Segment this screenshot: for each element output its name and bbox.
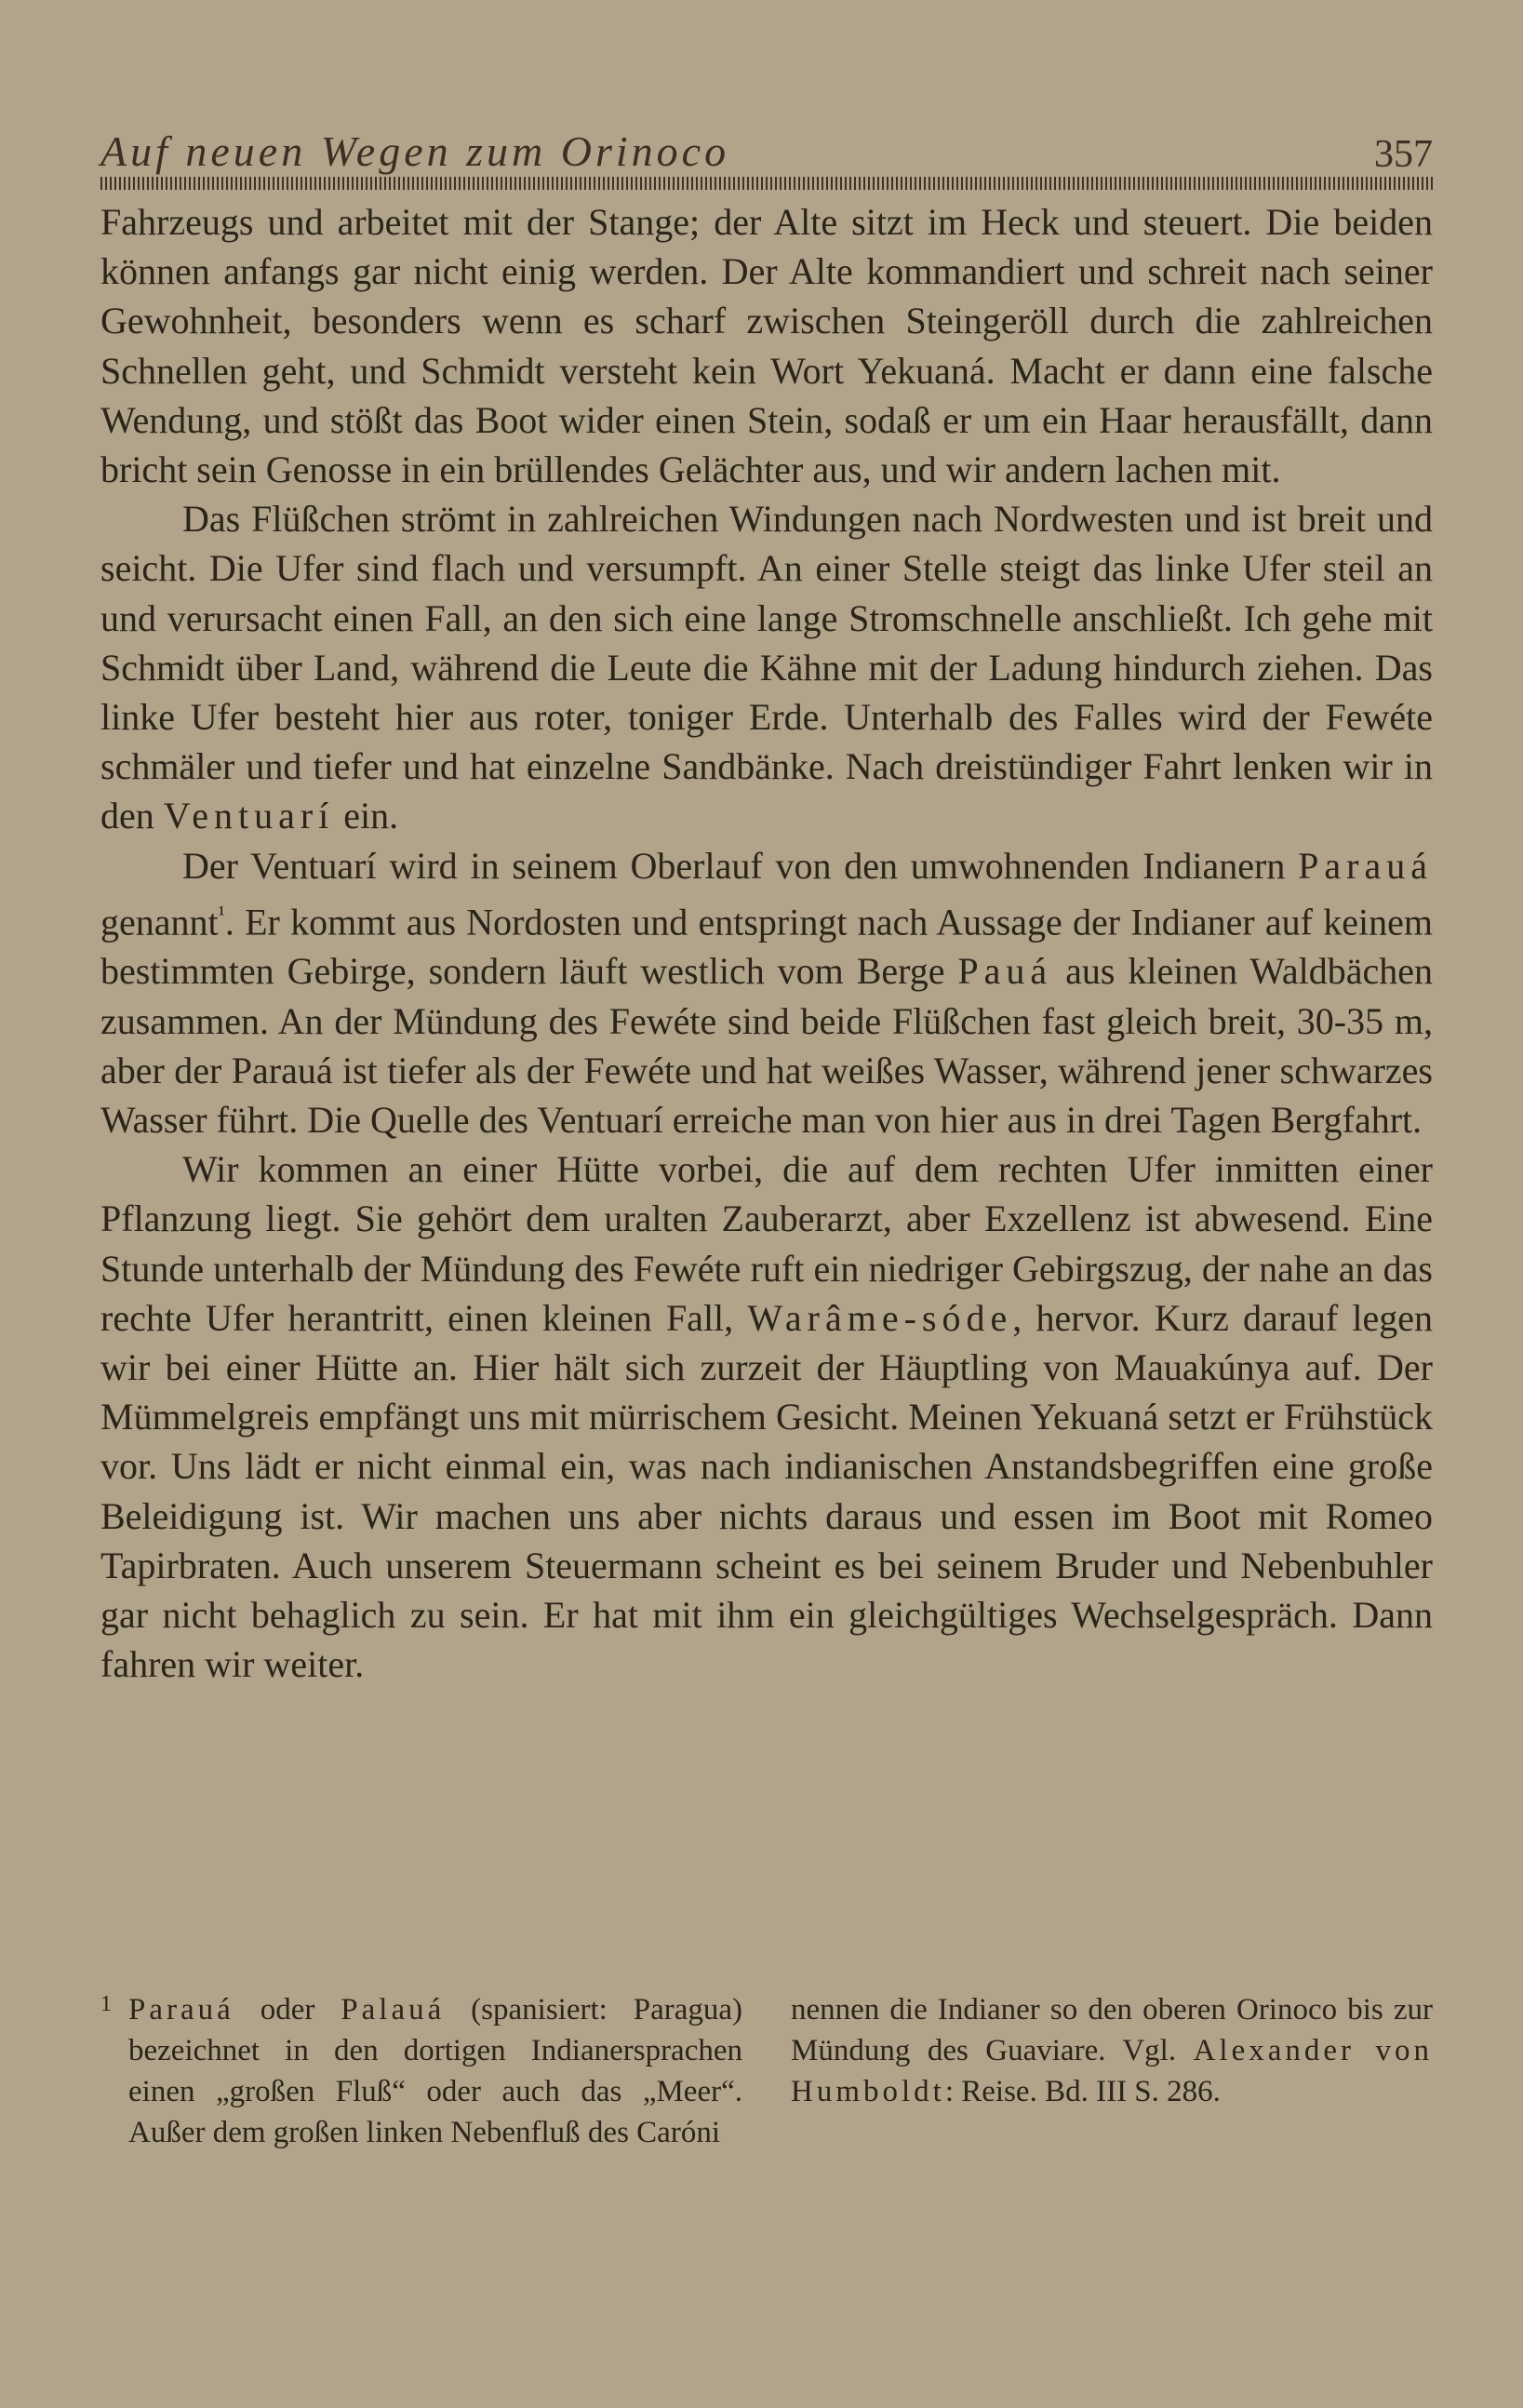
footnote-reference: ¹ [218,902,225,927]
paragraph-3-text-d: aus kleinen Waldbächen zusammen. An der Mündung des Fewéte sind beide Flüßchen fast gleich breit, 30-35 m, aber der Parauá ist tiefer als der Fewéte und hat weißes Wasser, während jener schwarzes Wasser führt. Die Quelle des Ventuarí erreiche man von hier aus in drei Tagen Bergfahrt. [100,950,1433,1141]
footnote-name-humboldt: Alexander von Humboldt [791,2034,1433,2108]
paragraph-1 [100,197,1433,494]
river-name-paraua: Parauá [1298,844,1433,887]
footnote-text-1: oder [234,1993,341,2027]
footnote-name-palaua: Palauá [341,1993,446,2027]
falls-name-warame-sode: Warâme-sóde [747,1296,1013,1339]
paragraph-2-text-a: Das Flüßchen strömt in zahlreichen Windungen nach Nordwesten und ist breit und seicht. Die Ufer sind flach und versumpft. An einer Stelle steigt das linke Ufer steil an und verursacht einen Fall, an den sich eine lange Stromschnelle anschließt. Ich gehe mit Schmidt über Land, während die Leute die Kähne mit der Ladung hindurch ziehen. Das linke Ufer besteht hier aus roter, toniger Erde. Unterhalb des Falles wird der Fewéte schmäler und tiefer und hat einzelne Sandbänke. Nach dreistündiger Fahrt lenken wir in den [100,498,1433,837]
paragraph-4-text-a: Wir kommen an einer Hütte vorbei, die auf dem rechten Ufer inmitten einer Pflanzung liegt. Sie gehört dem uralten Zauberarzt, aber Exzellenz ist abwesend. Eine Stunde unterhalb der Mündung des Fewéte ruft ein niedriger Gebirgszug, der nahe an das rechte Ufer herantritt, einen kleinen Fall, [100,1148,1433,1339]
paragraph-4 [100,1144,1433,1689]
footnote-text-3: nennen die Indianer so den oberen Orinoco bis zur Mündung des Guaviare. Vgl. [791,1993,1433,2067]
paragraph-2-text-b: ein. [334,795,399,837]
footnote-text-2: (spanisiert: Paragua) bezeichnet in den dortigen Indianersprachen einen „großen Fluß“ oder auch das „Meer“. Außer dem großen linken Nebenfluß des Caróni [128,1993,742,2149]
paragraph-2 [100,494,1433,840]
footnote-name-paraua: Parauá [128,1993,234,2027]
river-name-ventuari: Ventuarí [163,795,335,837]
paragraph-1-text: Fahrzeugs und arbeitet mit der Stange; der Alte sitzt im Heck und steuert. Die beiden können anfangs gar nicht einig werden. Der Alte kommandiert und schreit nach seiner Gewohnheit, besonders wenn es scharf zwischen Steingeröll durch die zahlreichen Schnellen geht, und Schmidt versteht kein Wort Yekuaná. Macht er dann eine falsche Wendung, und stößt das Boot wider einen Stein, sodaß er um ein Haar herausfällt, dann bricht sein Genosse in ein brüllendes Gelächter aus, und wir andern lachen mit. [100,201,1433,491]
page-header [100,119,1433,184]
footnote-marker: 1 [100,1992,112,2016]
mountain-name-paua: Pauá [957,950,1053,993]
paragraph-3-text-a: Der Ventuarí wird in seinem Oberlauf von den umwohnenden Indianern [182,844,1299,887]
header-rule [100,177,1433,190]
footnote-column-right [791,1989,1433,2153]
paragraph-4-text-b: , hervor. Kurz darauf legen wir bei einer Hütte an. Hier hält sich zurzeit der Häuptling von Mauakúnya auf. Der Mümmelgreis empfängt uns mit mürrischem Gesicht. Meinen Yekuaná setzt er Frühstück vor. Uns lädt er nicht einmal ein, was nach indianischen Anstandsbegriffen eine große Beleidigung ist. Wir machen uns aber nichts daraus und essen im Boot mit Romeo Tapirbraten. Auch unserem Steuermann scheint es bei seinem Bruder und Nebenbuhler gar nicht behaglich zu sein. Er hat mit ihm ein gleichgültiges Wechselgespräch. Dann fahren wir weiter. [100,1296,1433,1686]
page-number: 357 [1374,133,1433,176]
footnotes [100,1989,1433,2153]
footnote-column-left [100,1989,742,2153]
paragraph-3-text-c: . Er kommt aus Nordosten und entspringt nach Aussage der Indianer auf keinem bestimmten Gebirge, sondern läuft westlich vom Berge [100,901,1433,993]
body-text [100,197,1433,1689]
paragraph-3 [100,841,1433,1145]
footnote-text-4: : Reise. Bd. III S. 286. [944,2075,1221,2108]
running-title: Auf neuen Wegen zum Orinoco [100,127,730,175]
paragraph-3-text-b: genannt [100,901,219,943]
